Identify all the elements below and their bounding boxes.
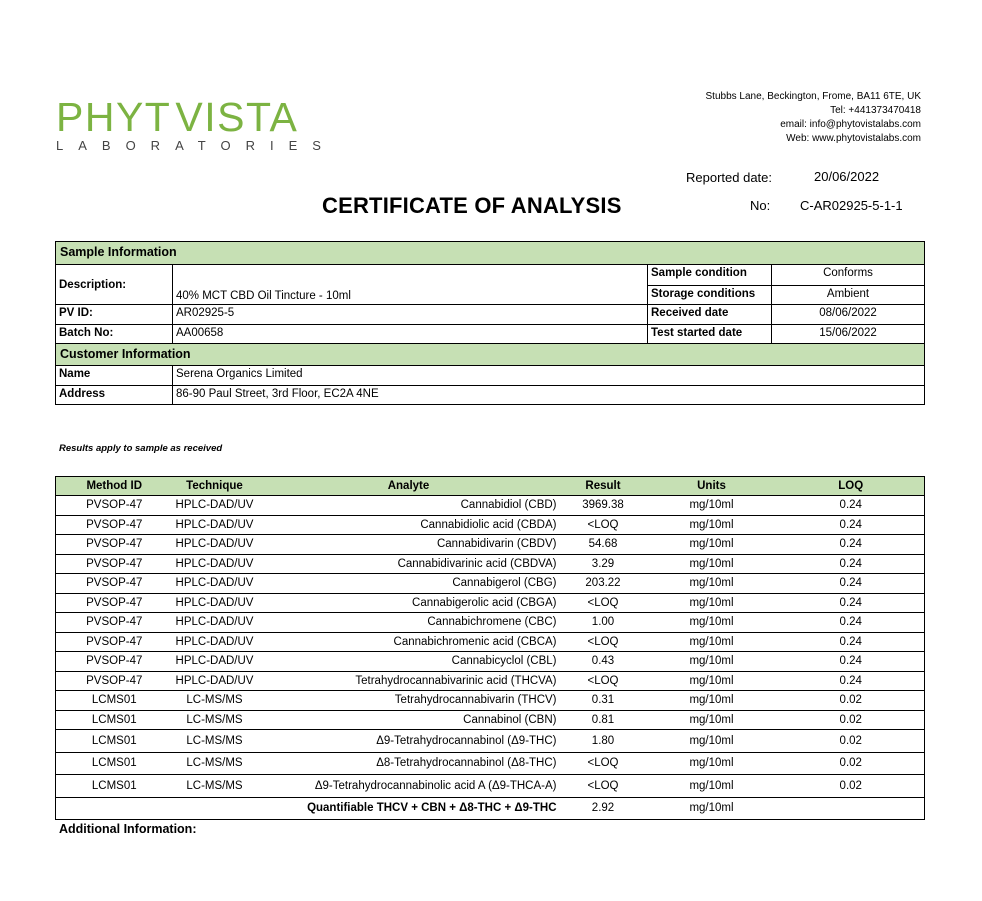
units-cell: mg/10ml — [646, 671, 778, 691]
technique-cell: LC-MS/MS — [173, 710, 257, 730]
result-cell: 0.81 — [561, 710, 646, 730]
sample-condition-row — [648, 265, 924, 285]
method-id-cell: PVSOP-47 — [56, 554, 173, 574]
method-id-cell: LCMS01 — [56, 775, 173, 798]
method-id-cell: LCMS01 — [56, 752, 173, 775]
method-id-cell: LCMS01 — [56, 710, 173, 730]
result-cell: 1.00 — [561, 613, 646, 633]
header-method-id: Method ID — [56, 477, 173, 496]
result-cell: 0.31 — [561, 691, 646, 711]
test-started-label: Test started date — [648, 325, 772, 344]
analyte-cell: Cannabichromene (CBC) — [257, 613, 561, 633]
contact-phone: Tel: +441373470418 — [830, 105, 921, 116]
table-row — [56, 632, 925, 652]
info-row-name — [56, 365, 924, 385]
table-row — [56, 515, 925, 535]
table-row — [56, 691, 925, 711]
description-value — [173, 265, 648, 304]
customer-name-value: Serena Organics Limited — [176, 368, 303, 380]
method-id-cell: LCMS01 — [56, 691, 173, 711]
contact-address: Stubbs Lane, Beckington, Frome, BA11 6TE, UK — [705, 91, 921, 102]
table-row — [56, 775, 925, 798]
technique-cell: HPLC-DAD/UV — [173, 554, 257, 574]
batch-label: Batch No: — [56, 325, 173, 344]
analyte-cell: Cannabigerolic acid (CBGA) — [257, 593, 561, 613]
loq-cell: 0.02 — [778, 691, 925, 711]
technique-cell: HPLC-DAD/UV — [173, 593, 257, 613]
table-row — [56, 710, 925, 730]
units-cell: mg/10ml — [646, 515, 778, 535]
loq-cell: 0.24 — [778, 515, 925, 535]
results-body — [56, 496, 925, 820]
result-cell: <LOQ — [561, 775, 646, 798]
loq-cell: 0.24 — [778, 652, 925, 672]
units-cell: mg/10ml — [646, 593, 778, 613]
description-label-text: Description: — [59, 278, 127, 291]
results-header-row — [56, 477, 925, 496]
loq-cell: 0.02 — [778, 752, 925, 775]
received-date-label: Received date — [648, 305, 772, 324]
sample-condition-label: Sample condition — [648, 265, 772, 285]
result-cell: <LOQ — [561, 632, 646, 652]
technique-cell: HPLC-DAD/UV — [173, 671, 257, 691]
header-result: Result — [561, 477, 646, 496]
storage-conditions-row — [648, 285, 924, 305]
analyte-cell: Cannabigerol (CBG) — [257, 574, 561, 594]
method-id-cell: PVSOP-47 — [56, 535, 173, 555]
analyte-cell: Cannabichromenic acid (CBCA) — [257, 632, 561, 652]
units-cell: mg/10ml — [646, 535, 778, 555]
analyte-cell: Δ9-Tetrahydrocannabinol (Δ9-THC) — [257, 730, 561, 753]
description-label — [56, 265, 173, 304]
header-analyte: Analyte — [257, 477, 561, 496]
info-row-description — [56, 264, 924, 304]
method-id-cell: LCMS01 — [56, 730, 173, 753]
customer-information-heading: Customer Information — [56, 343, 924, 365]
condition-subtable — [648, 265, 924, 304]
total-result: 2.92 — [591, 802, 615, 814]
result-cell: 3.29 — [561, 554, 646, 574]
analyte-cell: Tetrahydrocannabivarinic acid (THCVA) — [257, 671, 561, 691]
contact-web: Web: www.phytovistalabs.com — [786, 133, 921, 144]
info-row-batch — [56, 324, 924, 344]
analyte-cell: Δ9-Tetrahydrocannabinolic acid A (Δ9-THCA-A) — [257, 775, 561, 798]
technique-cell: HPLC-DAD/UV — [173, 535, 257, 555]
storage-conditions-label: Storage conditions — [648, 286, 772, 305]
result-cell: 0.43 — [561, 652, 646, 672]
method-id-cell: PVSOP-47 — [56, 632, 173, 652]
units-cell: mg/10ml — [646, 632, 778, 652]
results-note: Results apply to sample as received — [59, 443, 223, 454]
analyte-cell: Cannabidiol (CBD) — [257, 496, 561, 516]
reported-date-label: Reported date: — [686, 170, 773, 185]
contact-info — [706, 90, 921, 146]
result-cell: <LOQ — [561, 593, 646, 613]
method-id-cell: PVSOP-47 — [56, 515, 173, 535]
technique-cell: HPLC-DAD/UV — [173, 574, 257, 594]
loq-cell: 0.24 — [778, 574, 925, 594]
analyte-cell: Cannabicyclol (CBL) — [257, 652, 561, 672]
loq-cell: 0.24 — [778, 593, 925, 613]
technique-cell: LC-MS/MS — [173, 775, 257, 798]
table-row — [56, 671, 925, 691]
units-cell: mg/10ml — [646, 554, 778, 574]
total-row — [56, 797, 925, 819]
technique-cell: LC-MS/MS — [173, 752, 257, 775]
method-id-cell: PVSOP-47 — [56, 652, 173, 672]
logo-text-after: VISTA — [175, 94, 299, 140]
test-started-value: 15/06/2022 — [819, 326, 877, 339]
technique-cell: HPLC-DAD/UV — [173, 652, 257, 672]
table-row — [56, 593, 925, 613]
method-id-cell: PVSOP-47 — [56, 613, 173, 633]
units-cell: mg/10ml — [646, 691, 778, 711]
technique-cell: LC-MS/MS — [173, 730, 257, 753]
total-label: Quantifiable THCV + CBN + Δ8-THC + Δ9-THC — [307, 802, 557, 814]
result-cell: 3969.38 — [561, 496, 646, 516]
loq-cell: 0.24 — [778, 554, 925, 574]
total-blank-cell — [56, 797, 173, 819]
info-row-pvid — [56, 304, 924, 324]
technique-cell: HPLC-DAD/UV — [173, 632, 257, 652]
sample-condition-value: Conforms — [823, 267, 873, 279]
loq-cell: 0.24 — [778, 671, 925, 691]
units-cell: mg/10ml — [646, 496, 778, 516]
customer-address-label: Address — [56, 386, 173, 405]
description-value-text: 40% MCT CBD Oil Tincture - 10ml — [176, 290, 351, 302]
result-cell: 1.80 — [561, 730, 646, 753]
customer-address-value: 86-90 Paul Street, 3rd Floor, EC2A 4NE — [176, 387, 379, 400]
contact-email: email: info@phytovistalabs.com — [780, 119, 921, 130]
pvid-label: PV ID: — [56, 305, 173, 324]
method-id-cell: PVSOP-47 — [56, 593, 173, 613]
result-cell: <LOQ — [561, 752, 646, 775]
total-units: mg/10ml — [689, 802, 734, 814]
analyte-cell: Cannabidivarinic acid (CBDVA) — [257, 554, 561, 574]
units-cell: mg/10ml — [646, 775, 778, 798]
table-row — [56, 752, 925, 775]
table-row — [56, 535, 925, 555]
analyte-cell: Cannabinol (CBN) — [257, 710, 561, 730]
loq-cell: 0.02 — [778, 730, 925, 753]
loq-cell: 0.24 — [778, 535, 925, 555]
method-id-cell: PVSOP-47 — [56, 574, 173, 594]
analyte-cell: Cannabidiolic acid (CBDA) — [257, 515, 561, 535]
method-id-cell: PVSOP-47 — [56, 671, 173, 691]
result-cell: 203.22 — [561, 574, 646, 594]
units-cell: mg/10ml — [646, 730, 778, 753]
loq-cell: 0.24 — [778, 632, 925, 652]
header-loq: LOQ — [778, 477, 925, 496]
sample-information-table — [55, 241, 925, 405]
header-units: Units — [646, 477, 778, 496]
loq-cell: 0.24 — [778, 496, 925, 516]
table-row — [56, 574, 925, 594]
result-cell: <LOQ — [561, 515, 646, 535]
table-row — [56, 652, 925, 672]
customer-name-label: Name — [56, 366, 173, 385]
storage-conditions-value: Ambient — [826, 287, 870, 300]
sample-information-heading: Sample Information — [56, 242, 924, 264]
analyte-cell: Cannabidivarin (CBDV) — [257, 535, 561, 555]
loq-cell: 0.02 — [778, 775, 925, 798]
technique-cell: LC-MS/MS — [173, 691, 257, 711]
document-title: CERTIFICATE OF ANALYSIS — [322, 193, 622, 218]
certificate-no-label: No: — [750, 198, 771, 213]
logo-text-before: PHYT — [56, 94, 172, 140]
units-cell: mg/10ml — [646, 652, 778, 672]
logo-wordmark — [56, 94, 299, 140]
phytovista-logo — [56, 94, 336, 155]
loq-cell: 0.02 — [778, 710, 925, 730]
total-blank-cell — [173, 797, 257, 819]
header-technique: Technique — [173, 477, 257, 496]
reported-date-value: 20/06/2022 — [814, 169, 880, 184]
technique-cell: HPLC-DAD/UV — [173, 613, 257, 633]
analyte-cell: Tetrahydrocannabivarin (THCV) — [257, 691, 561, 711]
certificate-no-value: C-AR02925-5-1-1 — [800, 198, 903, 213]
info-row-address — [56, 385, 924, 405]
units-cell: mg/10ml — [646, 613, 778, 633]
logo-subtitle: LABORATORIES — [56, 138, 336, 153]
analyte-cell: Δ8-Tetrahydrocannabinol (Δ8-THC) — [257, 752, 561, 775]
table-row — [56, 730, 925, 753]
table-row — [56, 496, 925, 516]
loq-cell: 0.24 — [778, 613, 925, 633]
total-blank-cell — [778, 797, 925, 819]
technique-cell: HPLC-DAD/UV — [173, 496, 257, 516]
results-table — [55, 476, 925, 820]
units-cell: mg/10ml — [646, 574, 778, 594]
units-cell: mg/10ml — [646, 752, 778, 775]
result-cell: 54.68 — [561, 535, 646, 555]
units-cell: mg/10ml — [646, 710, 778, 730]
result-cell: <LOQ — [561, 671, 646, 691]
technique-cell: HPLC-DAD/UV — [173, 515, 257, 535]
batch-value: AA00658 — [173, 325, 648, 344]
received-date-value: 08/06/2022 — [819, 307, 877, 319]
pvid-value: AR02925-5 — [173, 305, 648, 324]
table-row — [56, 613, 925, 633]
additional-information-label: Additional Information: — [59, 822, 197, 836]
table-row — [56, 554, 925, 574]
method-id-cell: PVSOP-47 — [56, 496, 173, 516]
